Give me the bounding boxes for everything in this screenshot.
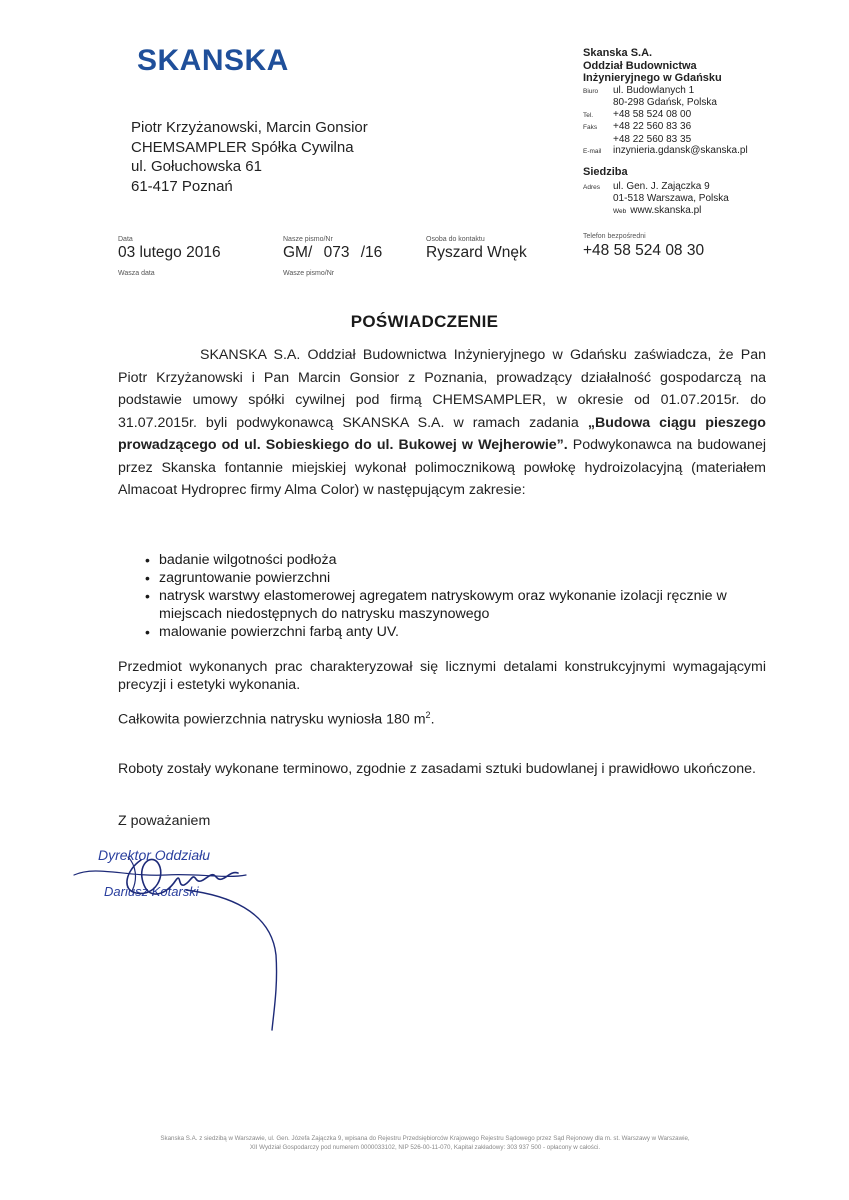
fax-number-2: +48 22 560 83 35 [613, 133, 692, 145]
company-logo: SKANSKA [137, 44, 289, 77]
area-unit-exponent: 2 [425, 710, 431, 720]
paragraph-completion: Roboty zostały wykonane terminowo, zgodnie z zasadami sztuki budowlanej i prawidłowo ukończone. [118, 761, 756, 777]
footer-line-2: XII Wydział Gospodarczy pod numerem 0000033102, NIP 526-00-11-070, Kapitał zakładowy: 303 937 500 - opłacony w całości. [249, 1144, 601, 1151]
recipient-address [131, 118, 368, 196]
your-ref-label: Wasze pismo/Nr [283, 270, 335, 277]
list-item: • natrysk warstwy elastomerowej agregatem natryskowym oraz wykonanie izolacji ręcznie w miejscach niedostępnych do natrysku maszynowego [143, 587, 768, 623]
your-date-label: Wasza data [118, 270, 155, 277]
office-label: Biuro [583, 87, 599, 95]
signature-icon [66, 835, 286, 1035]
email-address: inzynieria.gdansk@skanska.pl [613, 145, 748, 157]
date-label: Data [118, 236, 133, 243]
area-text: Całkowita powierzchnia natrysku wyniosła 180 m [118, 711, 426, 728]
stamp-name: Dariusz Kotarski [104, 884, 199, 899]
phone-label: Telefon bezpośredni [583, 233, 646, 240]
date-value: 03 lutego 2016 [118, 244, 221, 261]
fax-label: Faks [583, 124, 598, 132]
sender-division-2: Inżynieryjnego w Gdańsku [583, 72, 722, 84]
phone-value: +48 58 524 08 30 [583, 242, 705, 259]
closing-salutation: Z poważaniem [118, 813, 211, 829]
document-title: POŚWIADCZENIE [350, 312, 499, 331]
footer-line-1: Skanska S.A. z siedzibą w Warszawie, ul. Gen. Józefa Zajączka 9, wpisana do Rejestru Przedsiębiorców Krajowego Rejestru Sądowego przez Sąd Rejonowy dla m. st. Warszawy w Warszawie, [160, 1135, 690, 1142]
recipient-city: 61-417 Poznań [131, 177, 233, 195]
stamp-role: Dyrektor Oddziału [98, 847, 211, 863]
tel-number: +48 58 524 08 00 [613, 108, 692, 120]
list-item: • zagruntowanie powierzchni [143, 569, 768, 587]
fax-number-1: +48 22 560 83 36 [613, 121, 692, 133]
our-ref-value: GM/ 073 /16 [283, 244, 383, 261]
web-address: www.skanska.pl [630, 204, 702, 216]
seat-street: ul. Gen. J. Zajączka 9 [613, 180, 710, 192]
body-intro: SKANSKA S.A. Oddział Budownictwa Inżynieryjnego w Gdańsku zaświadcza, że Pan Piotr Krzyżanowski i Pan Marcin Gonsior z Poznania, prowadzący działalność gospodarczą na podstawie umowy spółki cywilnej pod firmą CHEMSAMPLER, w okresie od 01.07.2015r. do 31.07.2015r. byli podwykonawcą SKANSKA S.A. w ramach zadania [118, 347, 766, 431]
body-task: „Budowa ciągu pieszego prowadzącego od ul. Sobieskiego do ul. Bukowej w Wejherowie”. [118, 414, 766, 453]
sender-details [583, 47, 843, 217]
paragraph-details: Przedmiot wykonanych prac charakteryzował się licznymi detalami konstrukcyjnymi wymagającymi precyzji i estetyki wykonania. [118, 659, 766, 693]
office-city: 80-298 Gdańsk, Polska [613, 97, 717, 109]
tel-label: Tel. [583, 111, 594, 119]
contact-value: Ryszard Wnęk [426, 244, 527, 261]
legal-footer [60, 1134, 790, 1152]
seat-city: 01-518 Warszawa, Polska [613, 193, 729, 205]
contact-label: Osoba do kontaktu [426, 236, 485, 243]
paragraph-area [118, 706, 766, 729]
web-label: Web [613, 207, 627, 215]
email-label: E-mail [583, 148, 602, 156]
address-label: Adres [583, 183, 600, 191]
our-ref-label: Nasze pismo/Nr [283, 236, 333, 243]
office-street: ul. Budowlanych 1 [613, 84, 695, 96]
recipient-names: Piotr Krzyżanowski, Marcin Gonsior [131, 119, 368, 136]
list-item: • badanie wilgotności podłoża [143, 551, 768, 569]
area-suffix: . [430, 711, 435, 728]
scope-list [143, 551, 768, 641]
seat-heading: Siedziba [583, 166, 628, 179]
body-rest: Podwykonawca na budowanej przez Skanska fontannie miejskiej wykonał polimocznikową powłokę hydroizolacyjną (materiałem Almacoat Hydroprec firmy Alma Color) w następującym zakresie: [118, 437, 766, 498]
sender-company: Skanska S.A. [583, 47, 653, 59]
certificate-body [118, 344, 766, 502]
list-item: • malowanie powierzchni farbą anty UV. [143, 623, 768, 641]
recipient-company: CHEMSAMPLER Spółka Cywilna [131, 138, 354, 156]
recipient-street: ul. Gołuchowska 61 [131, 158, 262, 175]
sender-division-1: Oddział Budownictwa [583, 59, 697, 72]
